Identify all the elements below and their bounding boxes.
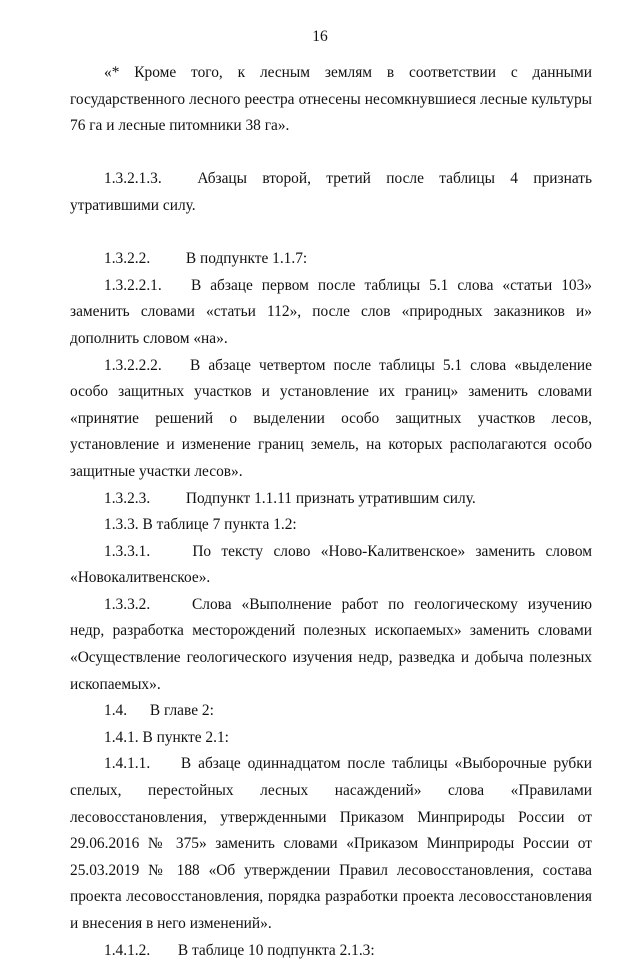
paragraph-text: В абзаце четвертом после таблицы 5.1 слова «выделение особо защитных участков и установление их границ» заменить словами «принятие решений о выделении особо защитных участков лесов, установление и изменение границ земель, на которых располагаются особо защитные участки лесов». — [70, 356, 592, 480]
paragraph-1-3-3 — [70, 512, 592, 539]
paragraph-1-3-2-3 — [70, 486, 592, 513]
paragraph-number: 1.3.2.2. — [104, 250, 151, 268]
paragraph-number: 1.3.2.1.3. — [104, 170, 162, 188]
paragraph-number: 1.4.1.2. — [104, 941, 151, 959]
paragraph-text: В главе 2: — [149, 702, 214, 720]
paragraph-text: В подпункте 1.1.7: — [185, 250, 308, 268]
paragraph-text: «* Кроме того, к лесным землям в соответствии с данными государственного лесного реестра отнесены несомкнувшиеся лесные культуры 76 га и лесные питомники 38 га». — [70, 64, 592, 135]
paragraph-text: 1.4.1. В пункте 2.1: — [104, 728, 229, 746]
paragraph-text: Подпункт 1.1.11 признать утратившим силу. — [185, 489, 476, 507]
paragraph-1-4-1 — [70, 725, 592, 752]
paragraph-text: 1.3.3. В таблице 7 пункта 1.2: — [104, 516, 297, 534]
paragraph-1-3-3-1 — [70, 539, 592, 592]
paragraph-1-4-1-1 — [70, 751, 592, 937]
paragraph-1-3-2-2 — [70, 246, 592, 273]
paragraph-1-3-2-2-2 — [70, 353, 592, 486]
paragraph-1-3-2-1-3 — [70, 166, 592, 219]
paragraph-1-4 — [70, 698, 592, 725]
paragraph-footnote-forest-lands — [70, 60, 592, 140]
document-body — [70, 60, 592, 964]
paragraph-number: 1.4. — [104, 702, 128, 720]
paragraph-number: 1.3.2.2.1. — [104, 276, 162, 294]
page-number: 16 — [312, 28, 328, 45]
paragraph-text: В абзаце одиннадцатом после таблицы «Выборочные рубки спелых, перестойных лесных насаждений» слова «Правилами лесовосстановления, утвержденными Приказом Минприроды России от 29.06.2016 № 375» заменить словами «Приказом Минприроды России от 25.03.2019 № 188 «Об утверждении Правил лесовосстановления, состава проекта лесовосстановления, порядка разработки проекта лесовосстановления и внесения в него изменений». — [70, 755, 592, 932]
paragraph-text: В абзаце первом после таблицы 5.1 слова «статьи 103» заменить словами «статьи 112», после слов «природных заказников и» дополнить словом «на». — [70, 276, 592, 347]
paragraph-number: 1.3.2.2.2. — [104, 356, 162, 374]
paragraph-1-3-3-2 — [70, 592, 592, 698]
paragraph-number: 1.4.1.1. — [104, 755, 151, 773]
paragraph-number: 1.3.3.1. — [104, 542, 151, 560]
paragraph-text: По тексту слово «Ново-Калитвенское» заменить словом «Новокалитвенское». — [70, 542, 592, 587]
paragraph-number: 1.3.2.3. — [104, 489, 151, 507]
paragraph-1-3-2-2-1 — [70, 273, 592, 353]
paragraph-text: В таблице 10 подпункта 2.1.3: — [177, 941, 375, 959]
paragraph-1-4-1-2 — [70, 938, 592, 964]
paragraph-text: Слова «Выполнение работ по геологическому изучению недр, разработка месторождений полезных ископаемых» заменить словами «Осуществление геологического изучения недр, разведка и добыча полезных ископаемых». — [70, 595, 592, 693]
paragraph-text: Абзацы второй, третий после таблицы 4 признать утратившими силу. — [70, 170, 592, 214]
paragraph-number: 1.3.3.2. — [104, 595, 151, 613]
